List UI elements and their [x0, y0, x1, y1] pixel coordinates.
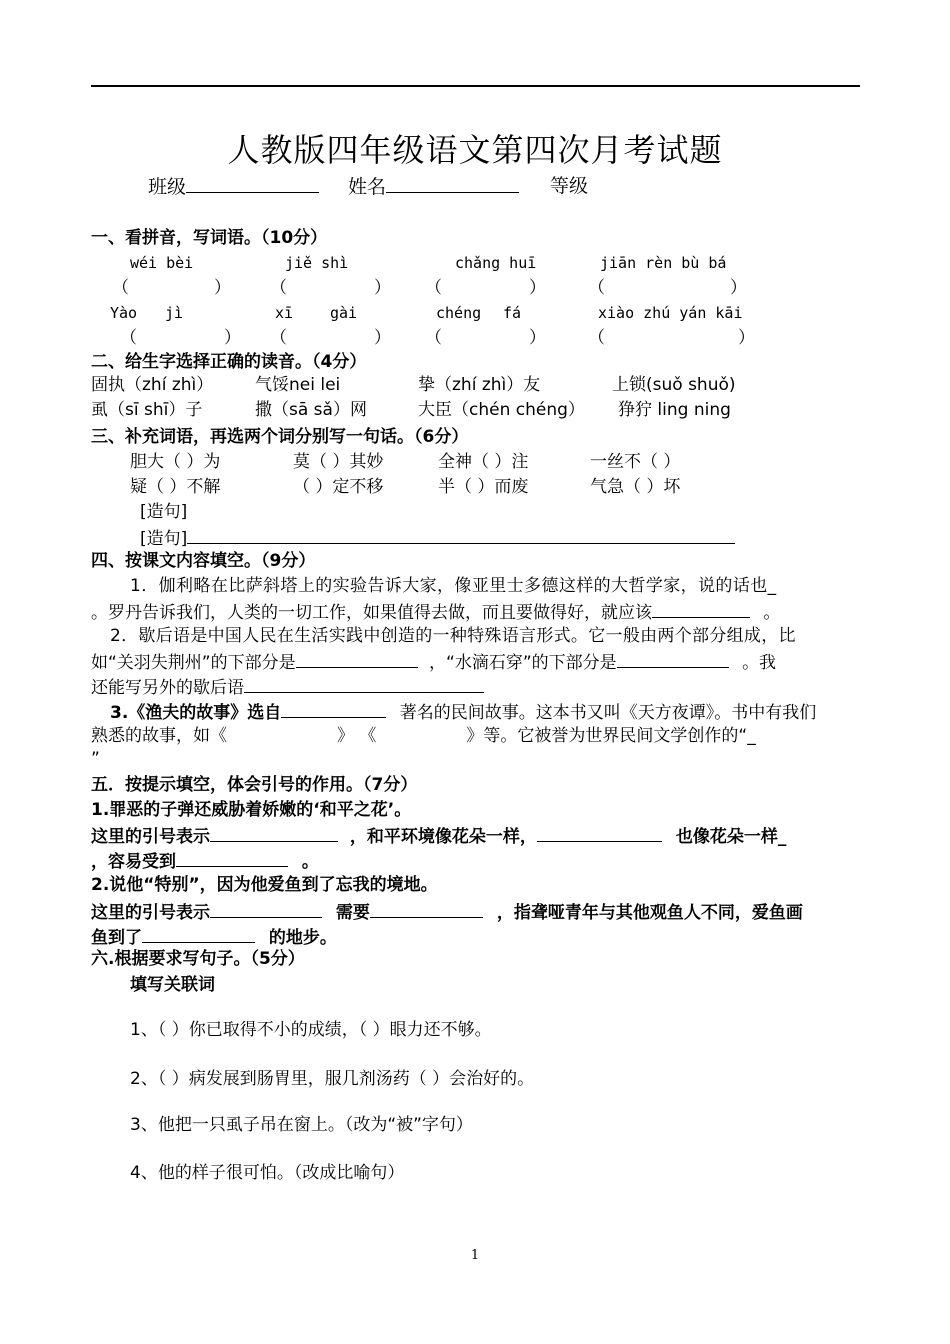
grade-label: 等级: [550, 175, 589, 197]
reading-4: 上锁(suǒ shuǒ): [612, 375, 736, 395]
answer-paren-5-close: ）: [224, 328, 241, 348]
answer-paren-5-open: （: [120, 328, 137, 348]
fill-4-1b: 。罗丹告诉我们，人类的一切工作，如果值得去做，而且要做得好，就应该 。: [91, 599, 780, 625]
rewrite-item-3: 3、他把一只虱子吊在窗上。（改为“被”字句）: [130, 1115, 473, 1135]
answer-paren-4-close: ）: [730, 278, 747, 298]
idiom-6: （ ）定不移: [293, 477, 384, 497]
answer-paren-8-close: ）: [738, 328, 755, 348]
idiom-4: 一丝不（ ）: [590, 452, 681, 472]
fill-4-1a: 1．伽利略在比萨斜塔上的实验告诉大家，像亚里士多德这样的大哲学家，说的话也_: [130, 576, 777, 596]
section-6-heading: 六.根据要求写句子。（5分）: [91, 949, 305, 969]
section-5-heading: 五．按提示填空，体会引号的作用。（7分）: [91, 775, 418, 795]
pinyin-5a: Yào: [110, 304, 138, 322]
answer-paren-6-open: （: [270, 328, 287, 348]
reading-3: 挚（zhí zhì）友: [418, 375, 541, 395]
reading-8: 狰狞 ling ning: [618, 400, 731, 420]
name-blank[interactable]: [386, 174, 519, 193]
idiom-7: 半（ ）而废: [438, 477, 529, 497]
answer-paren-2-open: （: [270, 278, 287, 298]
answer-paren-3-open: （: [425, 278, 442, 298]
reading-2: 气馁nei lei: [255, 375, 341, 395]
quote-q1: 1.罪恶的子弹还威胁着娇嫩的‘和平之花’。: [91, 800, 412, 820]
fill-4-2b: 如“关羽失荆州”的下部分是 ，“水滴石穿”的下部分是 。我: [91, 649, 776, 675]
answer-paren-7-open: （: [425, 328, 442, 348]
answer-paren-1-close: ）: [214, 278, 231, 298]
sentence-blank-2[interactable]: [187, 525, 735, 544]
quote-q1-line2: ，容易受到 。: [91, 848, 319, 874]
section-2-heading: 二、给生字选择正确的读音。（4分）: [91, 352, 367, 372]
blank-4-2[interactable]: [296, 649, 418, 668]
pinyin-7a: chéng: [436, 304, 482, 322]
quote-q2-line2: 鱼到了 的地步。: [91, 924, 337, 950]
reading-6: 撒（sā sǎ）网: [255, 400, 367, 420]
pinyin-7b: fá: [503, 304, 522, 322]
idiom-1: 胆大（ ）为: [130, 452, 221, 472]
section-4-heading: 四、按课文内容填空。（9分）: [91, 551, 316, 571]
section-1-heading: 一、看拼音，写词语。（10分）: [91, 228, 328, 248]
fill-4-3b: 熟悉的故事，如《 》 《 》等。它被誉为世界民间文学创作的“_: [91, 726, 756, 746]
blank-5-2[interactable]: [537, 823, 662, 842]
idiom-2: 莫（ ）其妙: [293, 452, 384, 472]
page-title: 人教版四年级语文第四次月考试题: [227, 131, 723, 169]
pinyin-6b: gài: [330, 304, 358, 322]
pinyin-8: xiào zhú yán kāi: [598, 304, 743, 322]
answer-paren-3-close: ）: [529, 278, 546, 298]
reading-5: 虱（sī shī）子: [91, 400, 203, 420]
reading-1: 固执（zhí zhì）: [91, 375, 214, 395]
fill-4-2c: 还能写另外的歇后语: [91, 674, 484, 700]
fill-4-3a: 3.《渔夫的故事》选自 著名的民间故事。这本书又叫《天方夜谭》。书中有我们: [110, 699, 816, 725]
sentence-label-2: [造句]: [140, 529, 188, 549]
blank-4-3[interactable]: [617, 649, 729, 668]
sentence-label-1: [造句]: [140, 502, 188, 522]
name-field: 姓名: [348, 174, 519, 199]
pinyin-3: chǎng huī: [455, 254, 537, 272]
blank-5-4[interactable]: [210, 899, 322, 918]
quote-q2-line1: 这里的引号表示 需要 ，指聋哑青年与其他观鱼人不同，爱鱼画: [91, 899, 803, 925]
answer-paren-8-open: （: [588, 328, 605, 348]
pinyin-5b: jì: [165, 304, 184, 322]
answer-paren-7-close: ）: [529, 328, 546, 348]
idiom-8: 气急（ ）坏: [590, 477, 681, 497]
rewrite-item-2: 2、（ ）病发展到肠胃里，服几剂汤药（ ）会治好的。: [130, 1069, 535, 1089]
blank-4-1[interactable]: [652, 599, 750, 618]
section-3-heading: 三、补充词语，再选两个词分别写一句话。（6分）: [91, 427, 469, 447]
pinyin-6a: xī: [275, 304, 294, 322]
fill-4-2a: 2．歇后语是中国人民在生活实践中创造的一种特殊语言形式。它一般由两个部分组成，比: [110, 626, 796, 646]
class-field: 班级: [148, 174, 319, 199]
blank-4-4[interactable]: [244, 674, 484, 693]
pinyin-1: wéi bèi: [130, 254, 194, 272]
blank-4-5[interactable]: [281, 699, 386, 718]
quote-q1-line1: 这里的引号表示 ，和平环境像花朵一样， 也像花朵一样_: [91, 823, 786, 849]
header-rule: [91, 85, 860, 87]
pinyin-2: jiě shì: [285, 254, 349, 272]
rewrite-item-1: 1、（ ）你已取得不小的成绩，（ ）眼力还不够。: [130, 1020, 492, 1040]
idiom-5: 疑（ ）不解: [130, 477, 221, 497]
blank-5-3[interactable]: [176, 848, 288, 867]
rewrite-item-4: 4、他的样子很可怕。（改成比喻句）: [130, 1163, 405, 1183]
class-blank[interactable]: [186, 174, 319, 193]
blank-5-5[interactable]: [370, 899, 483, 918]
answer-paren-4-open: （: [588, 278, 605, 298]
quote-q2: 2.说他“特别”，因为他爱鱼到了忘我的境地。: [91, 875, 438, 895]
sentence-line-2: [140, 525, 735, 551]
answer-paren-1-open: （: [112, 278, 129, 298]
idiom-3: 全神（ ）注: [438, 452, 529, 472]
page-number: 1: [470, 1248, 480, 1263]
answer-paren-6-close: ）: [374, 328, 391, 348]
blank-5-1[interactable]: [210, 823, 338, 842]
pinyin-4: jiān rèn bù bá: [600, 254, 727, 272]
reading-7: 大臣（chén chéng）: [418, 400, 585, 420]
blank-5-6[interactable]: [142, 924, 255, 943]
fill-4-3c: ”: [91, 749, 100, 769]
section-6-sub: 填写关联词: [130, 975, 215, 995]
answer-paren-2-close: ）: [374, 278, 391, 298]
